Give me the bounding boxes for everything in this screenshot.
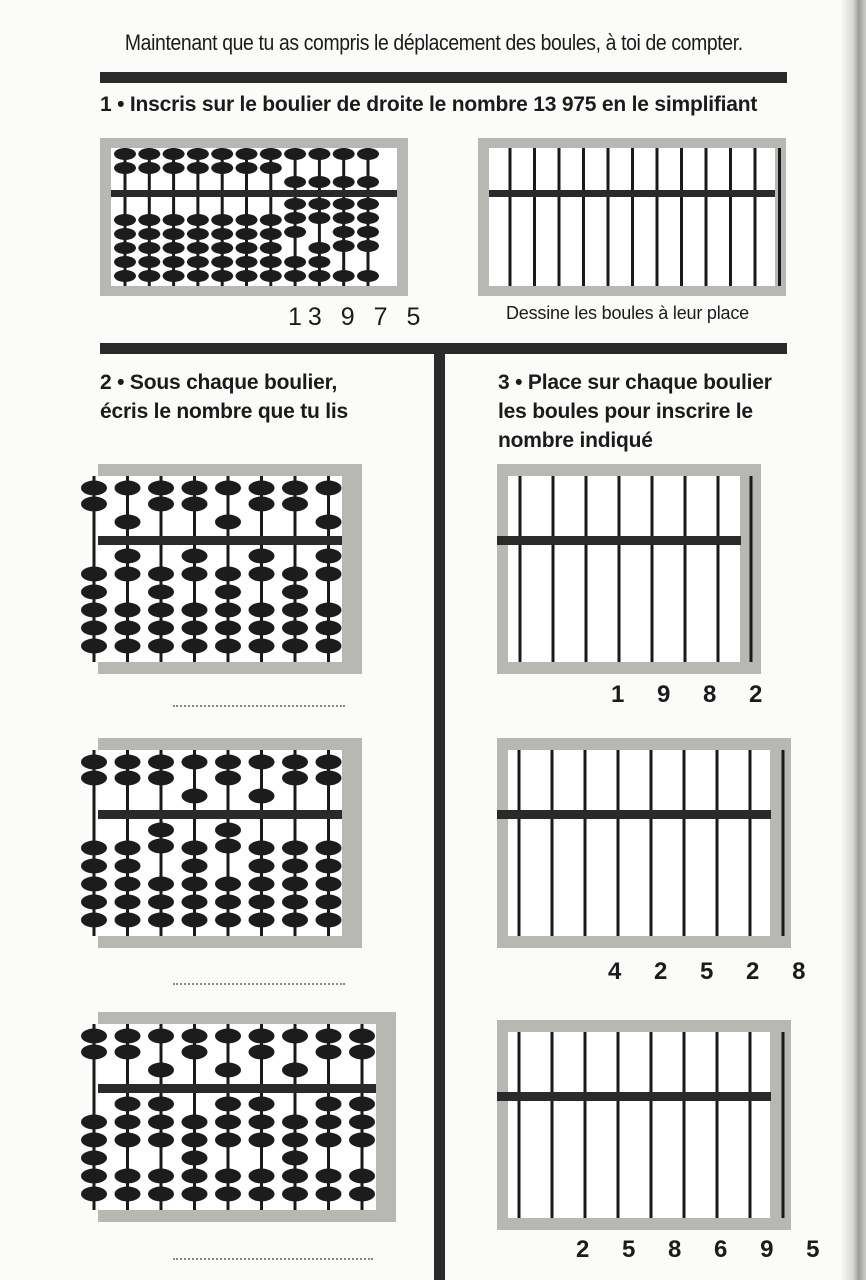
abacus-bead <box>211 270 233 282</box>
abacus-bead <box>114 242 136 254</box>
abacus-bead <box>249 1115 275 1130</box>
abacus-bead <box>215 585 241 600</box>
abacus-bead <box>163 162 185 174</box>
abacus-bead <box>316 895 342 910</box>
abacus-bar <box>98 810 342 819</box>
abacus-bead <box>308 256 330 268</box>
abacus-bead <box>148 895 174 910</box>
abacus-bead <box>249 567 275 582</box>
abacus-bead <box>115 1169 141 1184</box>
abacus-bead <box>114 214 136 226</box>
section3-title-line3: nombre indiqué <box>498 429 653 452</box>
abacus-bead <box>260 228 282 240</box>
abacus-bead <box>260 162 282 174</box>
abacus-bead <box>115 771 141 786</box>
abacus-bead <box>316 1133 342 1148</box>
abacus-bead <box>148 771 174 786</box>
abacus-bead <box>215 1169 241 1184</box>
abacus-bead <box>163 270 185 282</box>
abacus-bead <box>236 214 258 226</box>
abacus-bead <box>316 841 342 856</box>
abacus-bead <box>163 242 185 254</box>
abacus-bead <box>316 1169 342 1184</box>
abacus-bead <box>316 859 342 874</box>
abacus-bead <box>81 1133 107 1148</box>
abacus-bead <box>316 1187 342 1202</box>
abacus-bead <box>114 148 136 160</box>
abacus-bead <box>282 481 308 496</box>
abacus-bead <box>349 1097 375 1112</box>
abacus-bead <box>316 1097 342 1112</box>
abacus-bead <box>81 481 107 496</box>
section3-number-1: 1 9 8 2 <box>611 681 776 708</box>
abacus-bead <box>138 148 160 160</box>
abacus-bead <box>182 1115 208 1130</box>
abacus-bead <box>81 1115 107 1130</box>
abacus-bead <box>182 1133 208 1148</box>
abacus-bead <box>282 497 308 512</box>
abacus-bead <box>138 228 160 240</box>
abacus-bead <box>236 228 258 240</box>
abacus-bead <box>349 1029 375 1044</box>
abacus-bead <box>115 895 141 910</box>
abacus-bead <box>249 549 275 564</box>
abacus-bead <box>236 256 258 268</box>
abacus-bead <box>236 270 258 282</box>
answer-line-2a[interactable] <box>173 705 345 707</box>
abacus-bead <box>316 515 342 530</box>
abacus-bead <box>81 639 107 654</box>
center-divider <box>434 343 445 1280</box>
abacus-bead <box>215 913 241 928</box>
abacus-bead <box>284 270 306 282</box>
abacus-bead <box>81 621 107 636</box>
section1-draw-caption: Dessine les boules à leur place <box>506 303 749 323</box>
abacus-bead <box>249 1029 275 1044</box>
abacus-bead <box>115 1029 141 1044</box>
abacus-bead <box>316 567 342 582</box>
abacus-bead <box>284 212 306 224</box>
abacus-bead <box>260 148 282 160</box>
abacus-bead <box>115 549 141 564</box>
abacus-bead <box>182 639 208 654</box>
abacus-bead <box>249 895 275 910</box>
abacus-bead <box>115 1187 141 1202</box>
abacus-bead <box>282 913 308 928</box>
abacus-3a-empty <box>497 464 761 674</box>
section3-title-line2: les boules pour inscrire le <box>498 400 753 423</box>
abacus-bead <box>333 176 355 188</box>
abacus-bead <box>357 270 379 282</box>
abacus-bead <box>148 481 174 496</box>
abacus-bead <box>284 198 306 210</box>
abacus-bead <box>284 226 306 238</box>
abacus-bead <box>249 789 275 804</box>
abacus-bead <box>81 755 107 770</box>
abacus-bead <box>282 585 308 600</box>
abacus-bead <box>349 1187 375 1202</box>
abacus-bead <box>114 162 136 174</box>
abacus-bead <box>148 639 174 654</box>
abacus-bead <box>148 1097 174 1112</box>
abacus-bar <box>497 810 771 819</box>
abacus-1-right-empty <box>478 138 786 296</box>
abacus-bead <box>138 270 160 282</box>
abacus-bead <box>187 256 209 268</box>
abacus-bead <box>282 771 308 786</box>
abacus-bead <box>187 270 209 282</box>
abacus-bead <box>148 823 174 838</box>
abacus-bead <box>236 148 258 160</box>
abacus-bead <box>215 1097 241 1112</box>
abacus-bead <box>211 162 233 174</box>
abacus-bead <box>182 1029 208 1044</box>
abacus-bead <box>215 839 241 854</box>
abacus-bead <box>316 1045 342 1060</box>
abacus-bead <box>316 771 342 786</box>
abacus-bead <box>114 228 136 240</box>
abacus-bead <box>260 270 282 282</box>
abacus-bead <box>260 256 282 268</box>
abacus-bead <box>249 1045 275 1060</box>
abacus-bead <box>282 1169 308 1184</box>
abacus-bead <box>148 1133 174 1148</box>
abacus-bead <box>215 603 241 618</box>
abacus-bead <box>148 585 174 600</box>
abacus-bead <box>182 567 208 582</box>
abacus-bar <box>489 190 775 197</box>
abacus-bead <box>284 256 306 268</box>
abacus-bead <box>148 913 174 928</box>
section3-title <box>498 368 772 455</box>
abacus-bead <box>148 1169 174 1184</box>
abacus-bead <box>316 755 342 770</box>
abacus-bead <box>187 148 209 160</box>
abacus-bead <box>282 841 308 856</box>
abacus-bead <box>349 1133 375 1148</box>
section2-title-line2: écris le nombre que tu lis <box>100 400 349 423</box>
abacus-bead <box>260 242 282 254</box>
abacus-bead <box>349 1169 375 1184</box>
abacus-bead <box>284 148 306 160</box>
abacus-bead <box>215 1115 241 1130</box>
abacus-bead <box>357 226 379 238</box>
abacus-bead <box>211 256 233 268</box>
abacus-bead <box>163 214 185 226</box>
abacus-bead <box>182 481 208 496</box>
abacus-bead <box>282 639 308 654</box>
abacus-bead <box>182 621 208 636</box>
abacus-bead <box>182 1151 208 1166</box>
abacus-bead <box>282 877 308 892</box>
answer-line-2b[interactable] <box>173 983 345 985</box>
abacus-2a <box>98 464 362 674</box>
abacus-bead <box>211 242 233 254</box>
section2-title-line1: 2 • Sous chaque boulier, <box>100 371 338 394</box>
abacus-bead <box>282 1187 308 1202</box>
abacus-bead <box>182 755 208 770</box>
abacus-bead <box>357 240 379 252</box>
abacus-bead <box>249 841 275 856</box>
abacus-bead <box>182 603 208 618</box>
abacus-bead <box>236 242 258 254</box>
section3-number-3: 2 5 8 6 9 5 <box>576 1236 833 1263</box>
abacus-bead <box>215 1029 241 1044</box>
abacus-bead <box>215 515 241 530</box>
abacus-bar <box>497 1092 771 1101</box>
abacus-bead <box>282 1115 308 1130</box>
section3-number-2: 4 2 5 2 8 <box>608 958 819 985</box>
abacus-bead <box>357 212 379 224</box>
abacus-bead <box>115 621 141 636</box>
abacus-bead <box>282 621 308 636</box>
abacus-bead <box>349 1115 375 1130</box>
abacus-bead <box>308 212 330 224</box>
abacus-bead <box>187 214 209 226</box>
abacus-bead <box>211 214 233 226</box>
abacus-3b-empty <box>497 738 791 948</box>
abacus-bead <box>81 913 107 928</box>
abacus-bead <box>333 212 355 224</box>
abacus-bead <box>81 1045 107 1060</box>
abacus-bead <box>182 789 208 804</box>
abacus-bead <box>215 823 241 838</box>
abacus-bead <box>182 859 208 874</box>
abacus-bead <box>148 877 174 892</box>
abacus-bead <box>282 1133 308 1148</box>
abacus-bead <box>215 1063 241 1078</box>
abacus-bead <box>182 1045 208 1060</box>
abacus-bead <box>81 497 107 512</box>
abacus-bead <box>316 481 342 496</box>
abacus-bead <box>81 1169 107 1184</box>
abacus-bead <box>115 859 141 874</box>
abacus-bead <box>357 198 379 210</box>
abacus-bead <box>282 895 308 910</box>
abacus-1-left <box>100 138 408 296</box>
abacus-bead <box>249 639 275 654</box>
abacus-bead <box>182 877 208 892</box>
abacus-3c-empty <box>497 1020 791 1230</box>
abacus-bead <box>81 1029 107 1044</box>
abacus-bead <box>81 1151 107 1166</box>
abacus-bead <box>115 1045 141 1060</box>
abacus-bead <box>316 1029 342 1044</box>
abacus-bead <box>115 1115 141 1130</box>
abacus-bead <box>187 228 209 240</box>
answer-line-2c[interactable] <box>173 1258 373 1260</box>
abacus-bead <box>148 603 174 618</box>
abacus-bead <box>357 176 379 188</box>
abacus-bead <box>215 755 241 770</box>
abacus-bead <box>115 913 141 928</box>
abacus-bead <box>115 515 141 530</box>
abacus-bead <box>81 603 107 618</box>
abacus-bead <box>282 1063 308 1078</box>
abacus-bead <box>316 639 342 654</box>
section2-title <box>100 368 348 426</box>
abacus-bead <box>308 198 330 210</box>
abacus-bead <box>211 228 233 240</box>
section1-number-label: 13 9 7 5 <box>288 303 427 331</box>
abacus-bead <box>316 621 342 636</box>
abacus-bead <box>215 481 241 496</box>
abacus-bead <box>115 1133 141 1148</box>
abacus-bead <box>138 162 160 174</box>
abacus-bar <box>111 190 397 197</box>
abacus-bead <box>148 1029 174 1044</box>
abacus-bead <box>260 214 282 226</box>
abacus-bead <box>81 841 107 856</box>
abacus-bead <box>215 1187 241 1202</box>
abacus-bead <box>308 242 330 254</box>
abacus-bead <box>115 481 141 496</box>
abacus-bead <box>249 603 275 618</box>
abacus-bead <box>148 621 174 636</box>
abacus-bead <box>182 913 208 928</box>
abacus-bead <box>211 148 233 160</box>
abacus-bead <box>249 1097 275 1112</box>
abacus-bead <box>333 148 355 160</box>
abacus-2c <box>98 1012 396 1222</box>
page-edge-shadow <box>842 0 866 1280</box>
intro-text: Maintenant que tu as compris le déplacement des boules, à toi de compter. <box>124 30 743 55</box>
abacus-bead <box>187 162 209 174</box>
abacus-bead <box>215 567 241 582</box>
abacus-bead <box>81 895 107 910</box>
abacus-bead <box>249 1169 275 1184</box>
abacus-bead <box>249 1187 275 1202</box>
abacus-bead <box>282 603 308 618</box>
abacus-bead <box>115 603 141 618</box>
abacus-bead <box>308 270 330 282</box>
abacus-bar <box>497 536 741 545</box>
abacus-bead <box>249 481 275 496</box>
abacus-bead <box>349 1045 375 1060</box>
abacus-bead <box>182 497 208 512</box>
abacus-bead <box>333 226 355 238</box>
abacus-bead <box>249 913 275 928</box>
abacus-bead <box>215 621 241 636</box>
abacus-bead <box>249 877 275 892</box>
abacus-bead <box>215 639 241 654</box>
abacus-bar <box>98 1084 376 1093</box>
abacus-bead <box>215 1133 241 1148</box>
section1-top-rule <box>100 72 787 83</box>
abacus-bead <box>316 877 342 892</box>
abacus-bead <box>115 877 141 892</box>
abacus-bead <box>163 228 185 240</box>
abacus-bead <box>163 148 185 160</box>
abacus-bead <box>138 242 160 254</box>
abacus-bead <box>316 549 342 564</box>
abacus-bead <box>282 859 308 874</box>
abacus-bead <box>81 771 107 786</box>
abacus-bead <box>115 841 141 856</box>
abacus-bead <box>215 895 241 910</box>
abacus-bead <box>282 1029 308 1044</box>
abacus-bead <box>81 567 107 582</box>
abacus-bead <box>148 1115 174 1130</box>
abacus-bead <box>182 895 208 910</box>
abacus-bead <box>249 497 275 512</box>
abacus-bead <box>284 176 306 188</box>
abacus-bead <box>215 771 241 786</box>
abacus-bead <box>316 913 342 928</box>
section3-title-line1: 3 • Place sur chaque boulier <box>498 371 772 394</box>
abacus-bead <box>115 567 141 582</box>
section1-title: 1 • Inscris sur le boulier de droite le nombre 13 975 en le simplifiant <box>100 93 758 116</box>
abacus-bead <box>282 567 308 582</box>
abacus-bead <box>249 755 275 770</box>
abacus-bead <box>282 1151 308 1166</box>
abacus-bead <box>148 755 174 770</box>
abacus-bead <box>308 148 330 160</box>
abacus-bead <box>81 877 107 892</box>
abacus-bead <box>316 603 342 618</box>
abacus-bead <box>282 755 308 770</box>
abacus-bead <box>81 1187 107 1202</box>
abacus-bead <box>357 148 379 160</box>
abacus-bead <box>115 755 141 770</box>
abacus-bead <box>236 162 258 174</box>
abacus-bead <box>182 841 208 856</box>
abacus-bead <box>148 497 174 512</box>
abacus-bead <box>182 1187 208 1202</box>
abacus-bead <box>148 1187 174 1202</box>
abacus-bead <box>333 270 355 282</box>
abacus-bead <box>316 1115 342 1130</box>
abacus-bead <box>114 270 136 282</box>
abacus-bead <box>187 242 209 254</box>
abacus-bead <box>148 1063 174 1078</box>
abacus-bead <box>182 549 208 564</box>
abacus-bead <box>138 256 160 268</box>
abacus-bar <box>98 536 342 545</box>
abacus-bead <box>182 1169 208 1184</box>
abacus-bead <box>81 859 107 874</box>
abacus-bead <box>138 214 160 226</box>
abacus-bead <box>163 256 185 268</box>
abacus-2b <box>98 738 362 948</box>
abacus-bead <box>115 1097 141 1112</box>
abacus-bead <box>249 621 275 636</box>
abacus-bead <box>148 567 174 582</box>
abacus-bead <box>115 639 141 654</box>
abacus-bead <box>148 839 174 854</box>
abacus-bead <box>81 585 107 600</box>
abacus-bead <box>333 198 355 210</box>
abacus-bead <box>333 240 355 252</box>
abacus-bead <box>249 859 275 874</box>
abacus-bead <box>215 877 241 892</box>
abacus-bead <box>249 1133 275 1148</box>
abacus-bead <box>114 256 136 268</box>
abacus-bead <box>308 176 330 188</box>
